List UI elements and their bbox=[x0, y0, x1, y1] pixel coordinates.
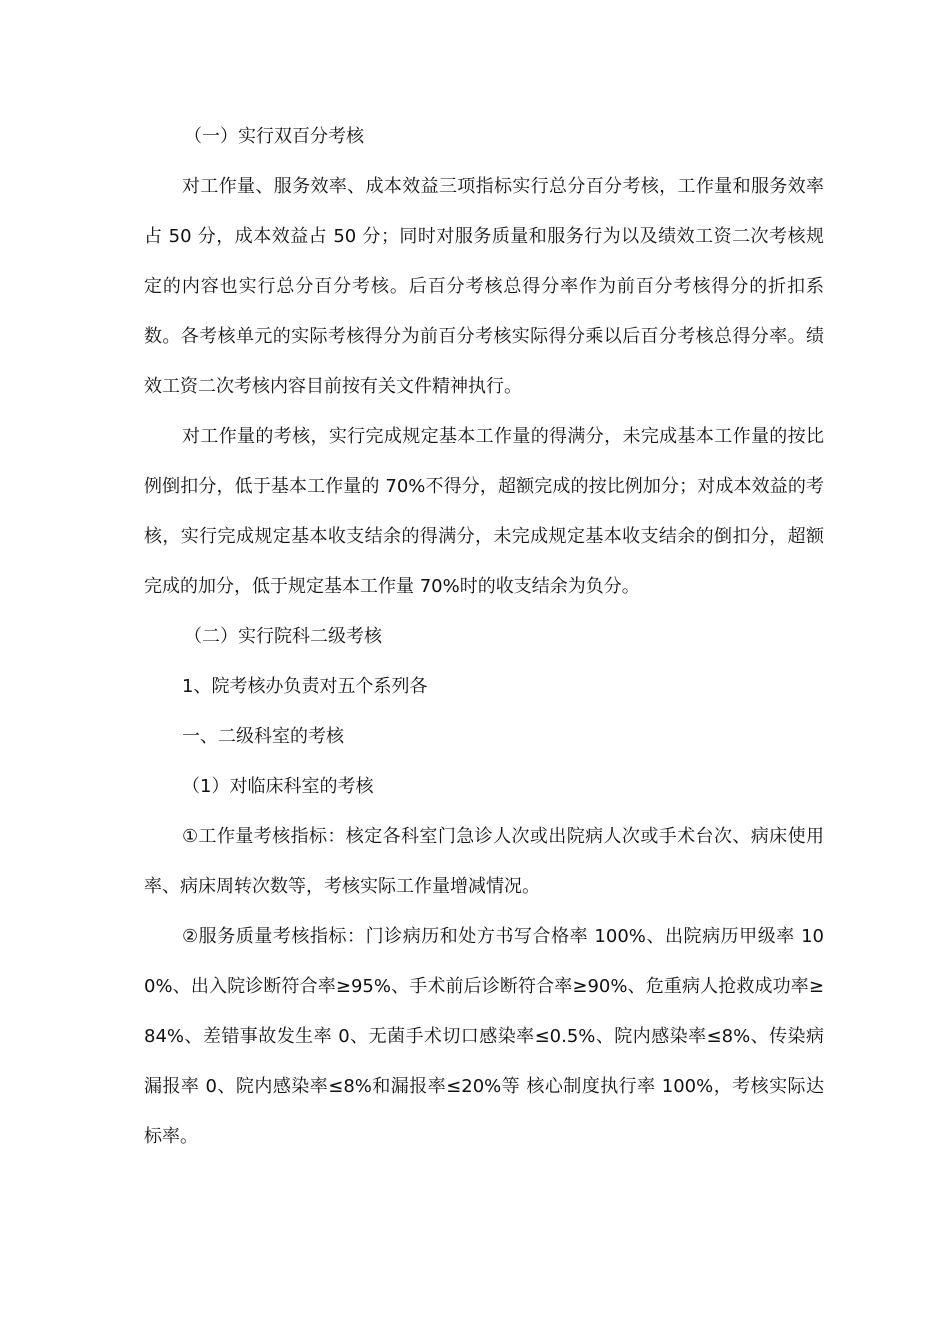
document-body bbox=[144, 112, 824, 1162]
section-heading-double-hundred: （一）实行双百分考核 bbox=[184, 126, 364, 147]
paragraph-assessment-scoring: 对工作量、服务效率、成本效益三项指标实行总分百分考核，工作量和服务效率占 50 分，成本效益占 50 分；同时对服务质量和服务行为以及绩效工资二次考核规定的内容也实行总分百分考核。后百分考核总得分率作为前百分考核得分的折扣系数。各考核单元的实际考核得分为前百分考核实际得分乘以后百分考核总得分率。绩效工资二次考核内容目前按有关文件精神执行。 bbox=[144, 176, 824, 397]
paragraph-workload-indicators: ①工作量考核指标：核定各科室门急诊人次或出院病人次或手术台次、病床使用率、病床周转次数等，考核实际工作量增减情况。 bbox=[144, 826, 824, 897]
paragraph-workload-assessment: 对工作量的考核，实行完成规定基本工作量的得满分，未完成基本工作量的按比例倒扣分，低于基本工作量的 70%不得分，超额完成的按比例加分；对成本效益的考核，实行完成规定基本收支结余的得满分，未完成规定基本收支结余的倒扣分，超额完成的加分，低于规定基本工作量 70%时的收支结余为负分。 bbox=[144, 426, 824, 597]
list-item-clinical-assessment: （1）对临床科室的考核 bbox=[182, 776, 374, 797]
list-item-department-assessment: 一、二级科室的考核 bbox=[182, 726, 344, 747]
section-heading-two-level: （二）实行院科二级考核 bbox=[184, 626, 382, 647]
list-item-office-responsibility: 1、院考核办负责对五个系列各 bbox=[182, 676, 428, 697]
paragraph-quality-indicators: ②服务质量考核指标：门诊病历和处方书写合格率 100%、出院病历甲级率 100%、出入院诊断符合率≥95%、手术前后诊断符合率≥90%、危重病人抢救成功率≥84%、差错事故发生率 0、无菌手术切口感染率≤0.5%、院内感染率≤8%、传染病漏报率 0、院内感染率≤8%和漏报率≤20%等 核心制度执行率 100%，考核实际达标率。 bbox=[144, 926, 824, 1147]
